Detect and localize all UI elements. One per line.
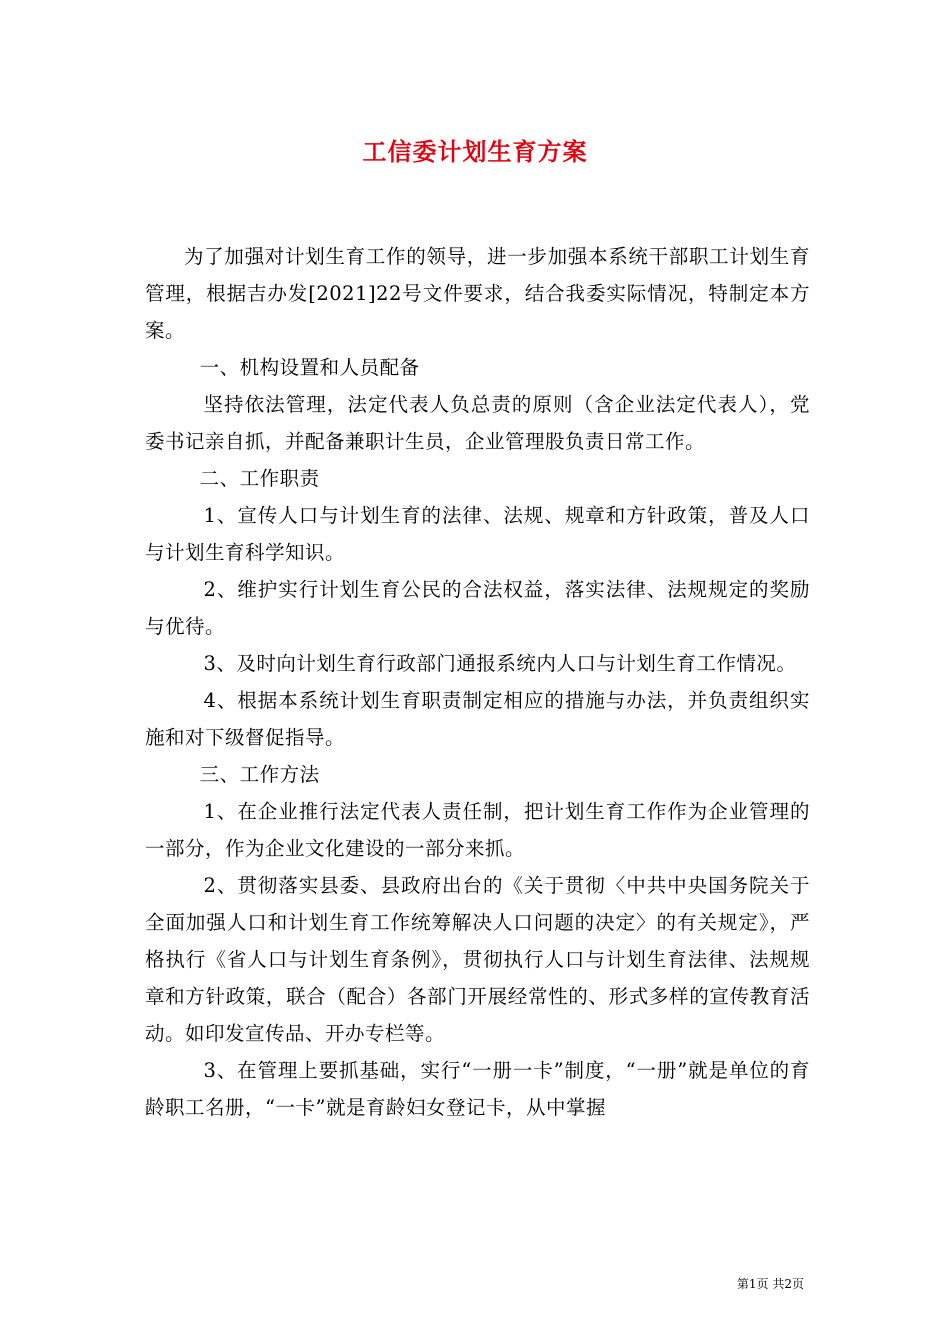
duty-item-4: 4、根据本系统计划生育职责制定相应的措施与办法，并负责组织实施和对下级督促指导。: [145, 689, 810, 749]
duty-item-2: 2、维护实行计划生育公民的合法权益，落实法律、法规规定的奖励与优待。: [145, 578, 810, 638]
document-body: [145, 238, 810, 1126]
section-heading-1: 一、机构设置和人员配备: [199, 356, 420, 379]
section-heading-2: 二、工作职责: [199, 467, 320, 490]
method-item-3: 3、在管理上要抓基础，实行“一册一卡”制度，“一册”就是单位的育龄职工名册，“一卡”就是育龄妇女登记卡，从中掌握: [145, 1059, 810, 1119]
duty-item-1: 1、宣传人口与计划生育的法律、法规、规章和方针政策，普及人口与计划生育科学知识。: [145, 504, 810, 564]
method-item-2: 2、贯彻落实县委、县政府出台的《关于贯彻〈中共中央国务院关于全面加强人口和计划生育工作统筹解决人口问题的决定〉的有关规定》，严格执行《省人口与计划生育条例》，贯彻执行人口与计划生育法律、法规规章和方针政策，联合（配合）各部门开展经常性的、形式多样的宣传教育活动。如印发宣传品、开办专栏等。: [145, 874, 810, 1045]
method-item-1: 1、在企业推行法定代表人责任制，把计划生育工作作为企业管理的一部分，作为企业文化建设的一部分来抓。: [145, 800, 810, 860]
page-number: 第1页 共2页: [736, 1277, 804, 1291]
section-heading-3: 三、工作方法: [199, 763, 320, 786]
section-1-paragraph: 坚持依法管理，法定代表人负总责的原则（含企业法定代表人），党委书记亲自抓，并配备兼职计生员，企业管理股负责日常工作。: [145, 393, 810, 453]
intro-paragraph: 为了加强对计划生育工作的领导，进一步加强本系统干部职工计划生育管理，根据吉办发[2021]22号文件要求，结合我委实际情况，特制定本方案。: [145, 245, 810, 342]
duty-item-3: 3、及时向计划生育行政部门通报系统内人口与计划生育工作情况。: [203, 652, 797, 675]
document-title: 工信委计划生育方案: [362, 137, 588, 166]
